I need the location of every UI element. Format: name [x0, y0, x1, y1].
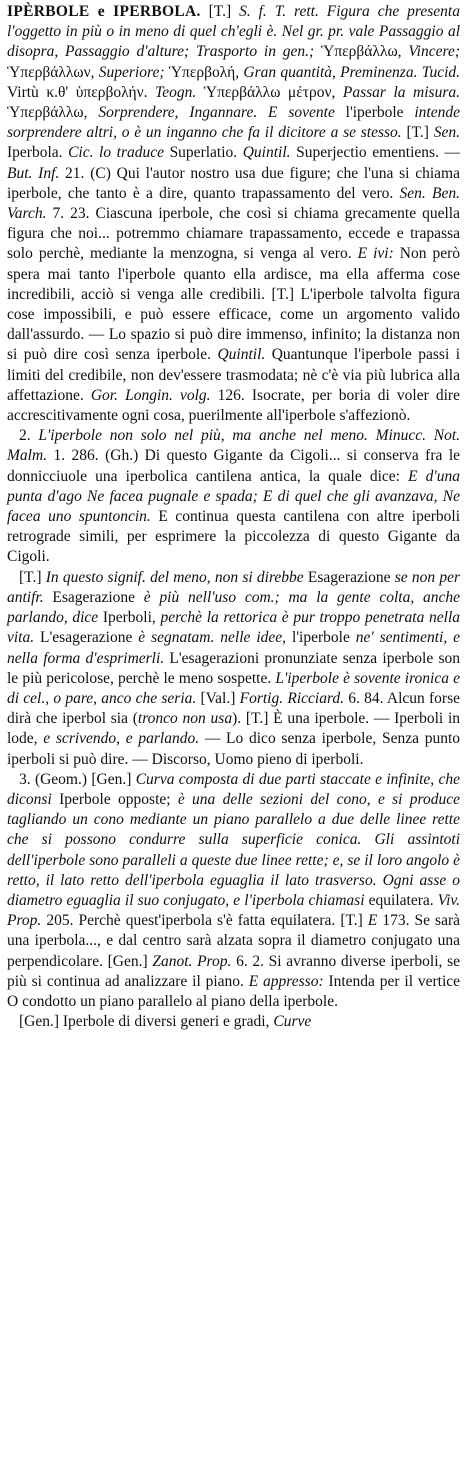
italic-run: But. Inf. [7, 164, 66, 182]
italic-run: non solo nel più, ma anche nel meno. Minucc. Not. Malm. [7, 427, 461, 465]
entry-paragraph-5 [7, 1012, 460, 1032]
italic-run: E appresso: [248, 972, 329, 990]
text-run: Iperbole opposte; [59, 790, 178, 808]
italic-run: Curva composta di due parti staccate e infinite, che diconsi [7, 770, 460, 808]
italic-run: Teogn. [155, 83, 204, 101]
italic-run: tronco non usa [137, 710, 233, 728]
italic-run: Superiore; [98, 63, 169, 81]
italic-run: Gor. Longin. volg. [90, 386, 218, 404]
italic-run: Zanot. Prop. [152, 952, 237, 970]
text-run: Ὑπερβάλλων, [7, 63, 99, 81]
text-run: 6. 2. Si avranno diverse iperboli, se più si continua ad analizzare il piano. [7, 952, 460, 990]
text-run: 2. [19, 427, 39, 445]
text-run: equilatera. [368, 891, 438, 909]
italic-run: E ivi: [357, 245, 400, 263]
text-run: [T.] [406, 124, 434, 142]
text-run: l'iperbole [291, 629, 356, 647]
text-run: L'esagerazioni pronunziate senza iperbole son le più pericolose, perchè le meno sospette. [7, 649, 460, 687]
italic-run: Sen. [433, 124, 460, 142]
text-run: Iperboli, [102, 609, 161, 627]
headword: IPÈRBOLE e IPERBOLA. [7, 3, 201, 20]
italic-run: In questo signif. del meno, non si direbbe [45, 568, 308, 586]
italic-run: E d'una punta d'ago Ne facea pugnale e spada; E di quel che gli avanzava, Ne facea uno spuntoncin. [7, 467, 460, 526]
italic-run: Sen. Ben. Varch. [7, 184, 460, 223]
italic-run: Gran quantità, Preminenza. Tucid. [243, 63, 461, 81]
italic-run: E [367, 912, 383, 930]
entry-paragraph-1 [7, 2, 460, 426]
text-run: 7. 23. Ciascuna iperbole, che così si chiama grecamente quella figura che noi... potremmo chiamare trapassamento, eccede e trapassa solo perchè, mediante la menzogna, si venga al vero. [7, 205, 460, 263]
text-run: [T.] [19, 568, 46, 586]
text-run: 173. Se sarà una iperbola..., e dal centro sarà alzata sopra il diametro conjugato una perpendicolare. [Gen.] [7, 912, 461, 970]
text-run: E continua questa cantilena con altre iperboli retrograde simili, per esprimere la piccolezza di questo Gigante da Cigoli. [7, 508, 460, 566]
italic-run: Passar la misura. [342, 83, 460, 101]
text-run: 3. (Geom.) [Gen.] [19, 770, 136, 788]
italic-run: se non per antifr. [7, 568, 461, 606]
text-run: Virtù κ.θ' ὑπερβολήν. [7, 83, 156, 101]
italic-run: Cic. lo traduce [68, 144, 170, 162]
italic-run: Sorprendere, Ingannare. E sovente [98, 104, 346, 122]
text-run: 126. Isocrate, per boria di voler dire accrescitivamente ogni cosa, puerilmente all'iperbole s'affezionò. [7, 386, 460, 425]
italic-run: perchè la rettorica è pur troppo penetrata nella vita. [7, 609, 460, 647]
text-run: 6. 84. Alcun forse dirà che iperbol sia ( [7, 689, 460, 728]
text-run: Superjectio ementiens. — [296, 144, 461, 162]
text-run: Ὑπερβολή, [168, 63, 244, 81]
italic-run: Quintil. [242, 144, 297, 162]
entry-paragraph-3 [7, 568, 460, 770]
text-run: Non però spera mai tanto l'iperbole quanto ella ardisce, ma ella afferma cose incredibili, acciò si venga alle credibili. [T.] L'iperbole talvolta figura cose impossibili, e può essere efficace, come un argomento valido dall'assurdo. — Lo spazio si può dire immenso, infinito; la distanza non si può dire così senza iperbole. [7, 245, 460, 364]
text-run: 21. (C) Qui l'autor nostro usa due figure; che l'una si chiama iperbole, che tanto è a dire, quanto trapassamento del vero. [7, 164, 460, 202]
text-run: Ὑπερβάλλω, [7, 104, 99, 122]
italic-run: è una delle sezioni del cono, e si produce tagliando un cono mediante un piano parallelo a due delle linee rette che si possono condurre sulla superficie conica. Gli assintoti dell'iperbole sono paralleli a queste due linee rette; e, se il loro angolo è retto, il lato retto dell'iperbola eguaglia il lato trasverso. Ogni asse o diametro eguaglia il suo conjugato, e l'iperbola chiamasi [7, 790, 461, 909]
italic-run: è segnatam. nelle idee, [138, 629, 292, 647]
text-run: ). [T.] È una iperbole. — Iperboli in lode, [7, 710, 461, 748]
text-run: l'iperbole [345, 104, 415, 122]
text-run: [Gen.] Iperbole di diversi generi e gradi, [19, 1013, 274, 1031]
italic-run: e scrivendo, e parlando. [43, 730, 205, 748]
italic-run: Fortig. Ricciard. [239, 689, 349, 707]
text-run: Ὑπερβάλλω, [321, 43, 409, 61]
text-run: Ὑπερβάλλω μέτρον, [203, 83, 343, 101]
italic-run: ne' sentimenti, e nella forma d'esprimerli. [7, 629, 460, 667]
entry-paragraph-4 [7, 770, 460, 1012]
text-run: Esagerazione [307, 568, 395, 586]
text-run: [Val.] [200, 689, 240, 707]
italic-run: L'iperbole [38, 427, 110, 445]
text-run: L'esagerazione [40, 629, 139, 647]
text-run: Superlatio. [169, 144, 243, 162]
text-run: Quantunque l'iperbole passi i limiti del credibile, non dev'essere trasmodata; nè c'è via più lubrica alla affettazione. [7, 346, 461, 404]
text-run: 205. Perchè quest'iperbola s'è fatta equilatera. [T.] [46, 912, 368, 930]
text-run: 1. 286. (Gh.) Di questo Gigante da Cigoli... si conserva fra le donnicciuole una iperbolica cantilena antica, la quale dice: [7, 447, 461, 485]
text-run: — Lo dico senza iperbole, Senza punto iperboli si può dire. — Discorso, Uomo pieno di iperboli. [7, 730, 460, 768]
text-run: Intenda per il vertice O condotto un piano parallelo al piano della iperbole. [7, 972, 461, 1010]
text-run: Iperbola. [7, 144, 69, 162]
entry-paragraph-2 [7, 426, 460, 567]
italic-run: S. f. T. rett. Figura che presenta l'oggetto in più o in meno di quel ch'egli è. Nel gr. pr. vale Passaggio al disopra, Passaggio d'alture; Trasporto in gen.; [7, 3, 460, 61]
italic-run: Vincere; [408, 43, 460, 61]
italic-run: Curve [273, 1013, 312, 1031]
italic-run: Quintil. [217, 346, 272, 364]
italic-run: è più nell'uso com.; ma la gente colta, anche parlando, dice [7, 588, 461, 627]
text-run: [T.] [200, 3, 240, 20]
italic-run: intende sorprendere altri, o è un inganno che fa il dicitore a se stesso. [7, 104, 460, 142]
italic-run: Viv. Prop. [7, 891, 460, 930]
italic-run: L'iperbole è sovente ironica e di cel., o pare, anco che seria. [7, 669, 461, 707]
text-run: Esagerazione [52, 588, 144, 606]
